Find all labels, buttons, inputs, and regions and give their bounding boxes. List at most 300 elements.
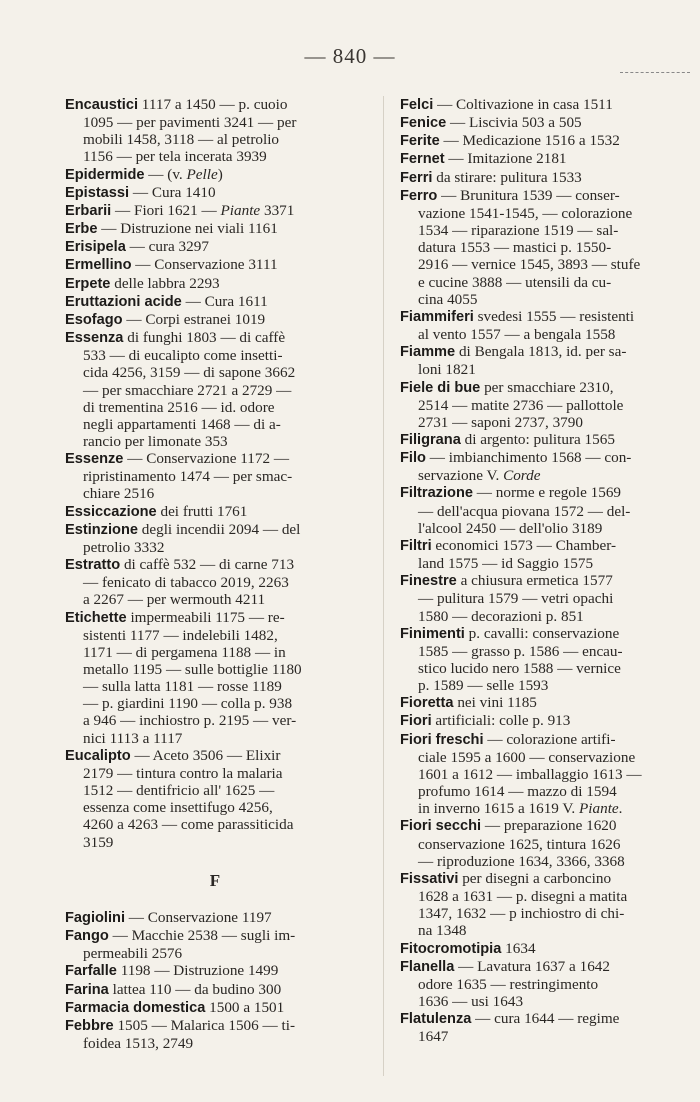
entry-term: Filtri bbox=[400, 537, 432, 554]
entry-text: — p. giardini 1190 — colla p. 938 bbox=[83, 695, 293, 713]
entry-text: — Corpi estranei 1019 bbox=[122, 310, 266, 328]
entry-text: — colorazione artifi- bbox=[483, 730, 616, 748]
entry-term: Ferro bbox=[400, 187, 438, 204]
index-entry bbox=[65, 521, 367, 556]
entry-text: p. cavalli: conservazione bbox=[464, 624, 620, 642]
entry-line bbox=[400, 431, 698, 449]
entry-text: servazione V. Corde bbox=[418, 467, 541, 485]
entry-text: — per smacchiare 2721 a 2729 — bbox=[83, 381, 292, 399]
index-entry bbox=[400, 187, 698, 308]
entry-text: vazione 1541-1545, — colorazione bbox=[418, 204, 633, 222]
index-entry bbox=[65, 1017, 367, 1052]
entry-text: petrolio 3332 bbox=[83, 538, 165, 556]
index-column-right bbox=[400, 96, 698, 1045]
index-entry bbox=[65, 450, 367, 502]
entry-text: delle labbra 2293 bbox=[110, 274, 220, 292]
entry-text: — fenicato di tabacco 2019, 2263 bbox=[83, 574, 289, 592]
entry-line bbox=[400, 274, 698, 291]
entry-text: p. 1589 — selle 1593 bbox=[418, 677, 549, 695]
entry-line bbox=[65, 782, 367, 799]
entry-term: Ferri bbox=[400, 169, 433, 186]
entry-text: 533 — di eucalipto come insetti- bbox=[83, 347, 283, 365]
entry-line bbox=[400, 712, 698, 730]
entry-line bbox=[400, 449, 698, 467]
entry-text: — dell'acqua piovana 1572 — del- bbox=[418, 502, 631, 520]
entry-term: Estinzione bbox=[65, 521, 138, 538]
entry-line bbox=[400, 555, 698, 572]
entry-text: — cura 1644 — regime bbox=[471, 1010, 620, 1028]
index-entry bbox=[400, 940, 698, 958]
entry-line bbox=[65, 644, 367, 661]
entry-text: — Macchie 2538 — sugli im- bbox=[108, 927, 296, 945]
entry-text: foidea 1513, 2749 bbox=[83, 1034, 194, 1052]
entry-text: — Coltivazione in casa 1511 bbox=[433, 96, 613, 113]
entry-text: cina 4055 bbox=[418, 290, 478, 308]
index-entry bbox=[400, 484, 698, 536]
entry-term: Finimenti bbox=[400, 625, 465, 642]
entry-line bbox=[400, 731, 698, 749]
entry-line bbox=[400, 308, 698, 326]
index-entry bbox=[400, 694, 698, 712]
entry-term: Fiori secchi bbox=[400, 818, 482, 835]
entry-text: al vento 1557 — a bengala 1558 bbox=[418, 326, 616, 344]
entry-text: essenza come insettifugo 4256, bbox=[83, 799, 273, 817]
entry-line bbox=[65, 503, 367, 521]
entry-line bbox=[65, 416, 367, 433]
entry-line bbox=[400, 291, 698, 308]
entry-line bbox=[65, 485, 367, 502]
entry-line bbox=[65, 293, 367, 311]
entry-line bbox=[400, 114, 698, 132]
entry-line bbox=[400, 326, 698, 343]
entry-line bbox=[400, 958, 698, 976]
index-entry bbox=[400, 114, 698, 132]
entry-text: 1601 a 1612 — imballaggio 1613 — bbox=[418, 765, 642, 783]
entry-text: 4260 a 4263 — come parassiticida bbox=[83, 816, 294, 834]
entry-line bbox=[65, 364, 367, 381]
index-entry bbox=[65, 202, 367, 220]
entry-text: 1505 — Malarica 1506 — ti- bbox=[113, 1016, 296, 1034]
entry-term: Finestre bbox=[400, 573, 457, 590]
entry-text: nei vini 1185 bbox=[453, 694, 537, 712]
entry-text: 1198 — Distruzione 1499 bbox=[116, 962, 279, 980]
entry-line bbox=[400, 484, 698, 502]
entry-text: 1347, 1632 — p inchiostro di chi- bbox=[418, 905, 625, 923]
entry-text: 1636 — usi 1643 bbox=[418, 992, 524, 1010]
entry-term: Fitocromotipia bbox=[400, 940, 502, 957]
entry-line bbox=[400, 993, 698, 1010]
entry-text: rancio per limonate 353 bbox=[83, 432, 228, 450]
entry-line bbox=[400, 572, 698, 590]
index-entry bbox=[65, 909, 367, 927]
entry-text: di Bengala 1813, id. per sa- bbox=[455, 343, 627, 361]
entry-line bbox=[65, 591, 367, 608]
entry-text: profumo 1614 — mazzo di 1594 bbox=[418, 783, 617, 801]
entry-term: Fagiolini bbox=[65, 909, 125, 926]
entry-text: 3159 bbox=[83, 833, 114, 851]
entry-term: Erbarii bbox=[65, 202, 112, 219]
entry-term: Eucalipto bbox=[65, 747, 131, 764]
entry-line bbox=[400, 766, 698, 783]
entry-text: 2916 — vernice 1545, 3893 — stufe bbox=[418, 256, 641, 274]
entry-line bbox=[65, 999, 367, 1017]
entry-line bbox=[400, 660, 698, 677]
entry-line bbox=[65, 927, 367, 945]
entry-text: 1095 — per pavimenti 3241 — per bbox=[83, 114, 297, 132]
entry-text: — Imitazione 2181 bbox=[444, 150, 567, 168]
entry-term: Essenze bbox=[65, 451, 124, 468]
entry-line bbox=[400, 150, 698, 168]
entry-line bbox=[400, 853, 698, 870]
entry-line bbox=[400, 608, 698, 625]
entry-line bbox=[400, 503, 698, 520]
entry-line bbox=[65, 981, 367, 999]
entry-text: 1156 — per tela incerata 3939 bbox=[83, 148, 267, 166]
entry-line bbox=[400, 361, 698, 378]
index-entry bbox=[65, 999, 367, 1017]
entry-line bbox=[400, 169, 698, 187]
entry-term: Erbe bbox=[65, 221, 98, 238]
entry-text: e cucine 3888 — utensili da cu- bbox=[418, 273, 612, 291]
entry-line bbox=[65, 945, 367, 962]
entry-text: — Conservazione 1172 — bbox=[123, 450, 290, 468]
entry-line bbox=[65, 96, 367, 114]
entry-text: — Conservazione 1197 bbox=[125, 908, 272, 926]
entry-text: 1628 a 1631 — p. disegni a matita bbox=[418, 888, 628, 906]
entry-text: — (v. Pelle) bbox=[144, 165, 223, 183]
entry-line bbox=[65, 765, 367, 782]
entry-line bbox=[65, 114, 367, 131]
entries-f-continued bbox=[400, 96, 698, 1045]
index-entry bbox=[400, 343, 698, 378]
entry-line bbox=[400, 239, 698, 256]
entry-term: Farina bbox=[65, 981, 109, 998]
entry-term: Essenza bbox=[65, 330, 124, 347]
entry-line bbox=[400, 870, 698, 888]
entry-term: Farmacia domestica bbox=[65, 999, 206, 1016]
entry-line bbox=[400, 132, 698, 150]
entry-text: dei frutti 1761 bbox=[156, 502, 248, 520]
entry-text: — riproduzione 1634, 3366, 3368 bbox=[418, 852, 625, 870]
entry-line bbox=[65, 311, 367, 329]
entry-term: Epidermide bbox=[65, 166, 145, 183]
entry-term: Encaustici bbox=[65, 97, 138, 113]
entry-text: per smacchiare 2310, bbox=[480, 378, 614, 396]
entry-line bbox=[65, 816, 367, 833]
index-entry bbox=[400, 431, 698, 449]
entry-line bbox=[400, 187, 698, 205]
entry-text: datura 1553 — mastici p. 1550- bbox=[418, 239, 612, 257]
entry-text: permeabili 2576 bbox=[83, 945, 183, 963]
entry-text: stico lucido nero 1588 — vernice bbox=[418, 660, 621, 677]
entry-text: — Medicazione 1516 a 1532 bbox=[439, 132, 620, 150]
entry-text: 1512 — dentifricio all' 1625 — bbox=[83, 782, 275, 800]
index-entry bbox=[65, 609, 367, 747]
entry-line bbox=[400, 783, 698, 800]
entry-line bbox=[65, 468, 367, 485]
index-entry bbox=[400, 625, 698, 695]
entry-text: ciale 1595 a 1600 — conservazione bbox=[418, 748, 636, 766]
entry-line bbox=[65, 609, 367, 627]
entry-term: Fiele di bue bbox=[400, 379, 481, 396]
index-entry bbox=[65, 503, 367, 521]
entry-text: da stirare: pulitura 1533 bbox=[432, 168, 582, 186]
entry-line bbox=[65, 712, 367, 729]
entry-text: na 1348 bbox=[418, 922, 467, 940]
entry-line bbox=[400, 1010, 698, 1028]
entry-line bbox=[400, 817, 698, 835]
index-entry bbox=[400, 308, 698, 343]
entry-line bbox=[400, 922, 698, 939]
index-entry bbox=[65, 293, 367, 311]
entry-term: Etichette bbox=[65, 609, 127, 626]
entry-line bbox=[400, 222, 698, 239]
entry-line bbox=[65, 131, 367, 148]
index-entry bbox=[400, 958, 698, 1010]
entry-line bbox=[65, 202, 367, 220]
entry-text: 1171 — di pergamena 1188 — in bbox=[83, 643, 286, 661]
index-entry bbox=[65, 927, 367, 962]
index-entry bbox=[65, 238, 367, 256]
entry-term: Epistassi bbox=[65, 184, 130, 201]
entry-line bbox=[400, 397, 698, 414]
entry-line bbox=[65, 1035, 367, 1052]
entry-line bbox=[65, 661, 367, 678]
entry-text: di argento: pulitura 1565 bbox=[460, 430, 615, 448]
index-entry bbox=[65, 311, 367, 329]
entry-term: Erisipela bbox=[65, 239, 126, 256]
entry-term: Essiccazione bbox=[65, 503, 157, 520]
entry-text: a chiusura ermetica 1577 bbox=[456, 572, 613, 590]
entry-text: — Liscivia 503 a 505 bbox=[446, 114, 582, 132]
entry-text: artificiali: colle p. 913 bbox=[431, 712, 571, 730]
entry-line bbox=[65, 678, 367, 695]
entry-line bbox=[65, 256, 367, 274]
entry-text: nici 1113 a 1117 bbox=[83, 729, 183, 747]
index-entry bbox=[65, 220, 367, 238]
entry-text: — Cura 1611 bbox=[181, 292, 268, 310]
entry-line bbox=[400, 256, 698, 273]
index-entry bbox=[400, 817, 698, 869]
entry-line bbox=[65, 275, 367, 293]
index-entry bbox=[400, 132, 698, 150]
entry-line bbox=[65, 834, 367, 851]
index-entry bbox=[65, 556, 367, 608]
index-entry bbox=[400, 712, 698, 730]
entry-text: 1117 a 1450 — p. cuoio bbox=[138, 96, 288, 113]
entry-line bbox=[65, 347, 367, 364]
entry-text: 1580 — decorazioni p. 851 bbox=[418, 607, 584, 625]
entry-text: di funghi 1803 — di caffè bbox=[123, 329, 286, 347]
entry-term: Estratto bbox=[65, 557, 121, 574]
index-entry bbox=[65, 256, 367, 274]
index-entry bbox=[400, 1010, 698, 1045]
entry-term: Fiori bbox=[400, 713, 432, 730]
entry-line bbox=[400, 467, 698, 484]
entry-line bbox=[65, 747, 367, 765]
index-entry bbox=[65, 275, 367, 293]
entry-text: land 1575 — id Saggio 1575 bbox=[418, 555, 594, 573]
entry-text: degli incendii 2094 — del bbox=[137, 520, 301, 538]
entry-text: — Fiori 1621 — Piante 3371 bbox=[111, 201, 295, 219]
index-entry bbox=[400, 150, 698, 168]
entry-line bbox=[65, 962, 367, 980]
index-entry bbox=[65, 166, 367, 184]
entry-line bbox=[65, 627, 367, 644]
entry-line bbox=[65, 382, 367, 399]
entry-line bbox=[65, 450, 367, 468]
entry-text: per disegni a carboncino bbox=[458, 869, 612, 887]
entry-text: 1647 bbox=[418, 1028, 449, 1046]
entry-text: l'alcool 2450 — dell'olio 3189 bbox=[418, 519, 603, 537]
entry-line bbox=[400, 749, 698, 766]
page-number: — 840 — bbox=[304, 44, 396, 68]
index-entry bbox=[65, 981, 367, 999]
entry-line bbox=[400, 976, 698, 993]
entry-term: Fango bbox=[65, 928, 109, 945]
entry-line bbox=[400, 800, 698, 817]
entry-term: Fiamme bbox=[400, 344, 456, 361]
entry-line bbox=[400, 643, 698, 660]
header-rule bbox=[620, 72, 690, 73]
entry-line bbox=[65, 730, 367, 747]
entry-line bbox=[400, 905, 698, 922]
entry-text: 1634 bbox=[501, 939, 536, 957]
entry-text: — sulla latta 1181 — rosse 1189 bbox=[83, 678, 282, 696]
entry-line bbox=[400, 677, 698, 694]
entry-line bbox=[65, 433, 367, 450]
entry-text: conservazione 1625, tintura 1626 bbox=[418, 835, 621, 853]
entry-text: in inverno 1615 a 1619 V. Piante. bbox=[418, 800, 623, 818]
entry-line bbox=[65, 574, 367, 591]
entry-line bbox=[65, 1017, 367, 1035]
entry-line bbox=[65, 799, 367, 816]
entry-term: Esofago bbox=[65, 311, 123, 328]
entry-text: odore 1635 — restringimento bbox=[418, 975, 599, 993]
entry-line bbox=[400, 940, 698, 958]
entry-term: Fernet bbox=[400, 151, 445, 168]
entry-line bbox=[65, 166, 367, 184]
entry-line bbox=[400, 625, 698, 643]
entry-line bbox=[65, 556, 367, 574]
entry-text: lattea 110 — da budino 300 bbox=[108, 980, 282, 998]
entry-term: Farfalle bbox=[65, 963, 117, 980]
entry-text: — preparazione 1620 bbox=[481, 817, 617, 835]
entry-line bbox=[400, 343, 698, 361]
index-entry bbox=[400, 96, 698, 114]
index-entry bbox=[65, 96, 367, 166]
entry-term: Fiori freschi bbox=[400, 731, 484, 748]
entry-text: — Cura 1410 bbox=[129, 183, 216, 201]
entry-text: — Aceto 3506 — Elixir bbox=[130, 746, 281, 764]
index-entry bbox=[400, 537, 698, 572]
entry-text: cida 4256, 3159 — di sapone 3662 bbox=[83, 364, 296, 382]
entries-f bbox=[65, 909, 367, 1052]
index-column-left bbox=[65, 96, 367, 1052]
entry-text: 2731 — saponi 2737, 3790 bbox=[418, 413, 583, 431]
index-entry bbox=[400, 449, 698, 484]
entry-text: — Distruzione nei viali 1161 bbox=[97, 220, 278, 238]
entry-text: — imbianchimento 1568 — con- bbox=[425, 449, 632, 467]
entry-term: Fissativi bbox=[400, 870, 459, 887]
entry-line bbox=[400, 414, 698, 431]
entry-text: ripristinamento 1474 — per smac- bbox=[83, 468, 293, 486]
entry-text: 1534 — riparazione 1519 — sal- bbox=[418, 222, 619, 240]
entry-line bbox=[400, 888, 698, 905]
entry-text: chiare 2516 bbox=[83, 485, 155, 503]
entry-line bbox=[400, 205, 698, 222]
entry-term: Eruttazioni acide bbox=[65, 293, 182, 310]
entry-term: Fiammiferi bbox=[400, 308, 474, 325]
entry-term: Ferite bbox=[400, 133, 440, 150]
entry-line bbox=[65, 238, 367, 256]
entry-text: impermeabili 1175 — re- bbox=[126, 608, 285, 626]
entry-text: — Lavatura 1637 a 1642 bbox=[454, 957, 610, 975]
entry-line bbox=[400, 520, 698, 537]
entries-e bbox=[65, 96, 367, 851]
entry-text: svedesi 1555 — resistenti bbox=[473, 307, 635, 325]
column-divider bbox=[383, 96, 384, 1076]
entry-text: a 946 — inchiostro p. 2195 — ver- bbox=[83, 712, 297, 730]
entry-text: metallo 1195 — sulle bottiglie 1180 bbox=[83, 661, 302, 678]
index-entry bbox=[65, 184, 367, 202]
entry-term: Erpete bbox=[65, 275, 111, 292]
index-entry bbox=[400, 379, 698, 431]
entry-line bbox=[65, 220, 367, 238]
entry-line bbox=[400, 96, 698, 114]
entry-term: Filigrana bbox=[400, 431, 461, 448]
entry-term: Flatulenza bbox=[400, 1011, 472, 1028]
entry-text: di trementina 2516 — id. odore bbox=[83, 398, 275, 416]
entry-term: Fenice bbox=[400, 115, 447, 132]
entry-term: Ermellino bbox=[65, 257, 132, 274]
entry-line bbox=[400, 836, 698, 853]
entry-term: Fioretta bbox=[400, 695, 454, 712]
entry-text: loni 1821 bbox=[418, 361, 476, 379]
entry-text: a 2267 — per wermouth 4211 bbox=[83, 591, 266, 609]
entry-text: mobili 1458, 3118 — al petrolio bbox=[83, 131, 280, 149]
entry-text: 1585 — grasso p. 1586 — encau- bbox=[418, 642, 623, 660]
entry-text: economici 1573 — Chamber- bbox=[431, 536, 617, 554]
entry-text: 2179 — tintura contro la malaria bbox=[83, 764, 283, 782]
entry-line bbox=[65, 521, 367, 539]
entry-text: — pulitura 1579 — vetri opachi bbox=[418, 590, 614, 608]
entry-text: — Brunitura 1539 — conser- bbox=[437, 186, 620, 204]
entry-line bbox=[400, 537, 698, 555]
entry-text: 1500 a 1501 bbox=[205, 998, 285, 1016]
entry-line bbox=[65, 148, 367, 165]
index-entry bbox=[65, 962, 367, 980]
entry-text: sistenti 1177 — indelebili 1482, bbox=[83, 626, 278, 644]
entry-text: — cura 3297 bbox=[125, 238, 209, 256]
entry-line bbox=[65, 909, 367, 927]
index-entry bbox=[400, 731, 698, 818]
letter-heading: F bbox=[209, 870, 223, 890]
entry-term: Febbre bbox=[65, 1017, 114, 1034]
entry-term: Filo bbox=[400, 450, 426, 467]
entry-text: negli appartamenti 1468 — di a- bbox=[83, 415, 281, 433]
index-entry bbox=[65, 747, 367, 851]
entry-line bbox=[65, 184, 367, 202]
entry-text: — Conservazione 3111 bbox=[131, 256, 278, 274]
index-entry bbox=[65, 329, 367, 450]
entry-line bbox=[400, 694, 698, 712]
index-entry bbox=[400, 870, 698, 940]
entry-line bbox=[65, 399, 367, 416]
entry-line bbox=[400, 1028, 698, 1045]
entry-line bbox=[65, 539, 367, 556]
entry-line bbox=[65, 695, 367, 712]
